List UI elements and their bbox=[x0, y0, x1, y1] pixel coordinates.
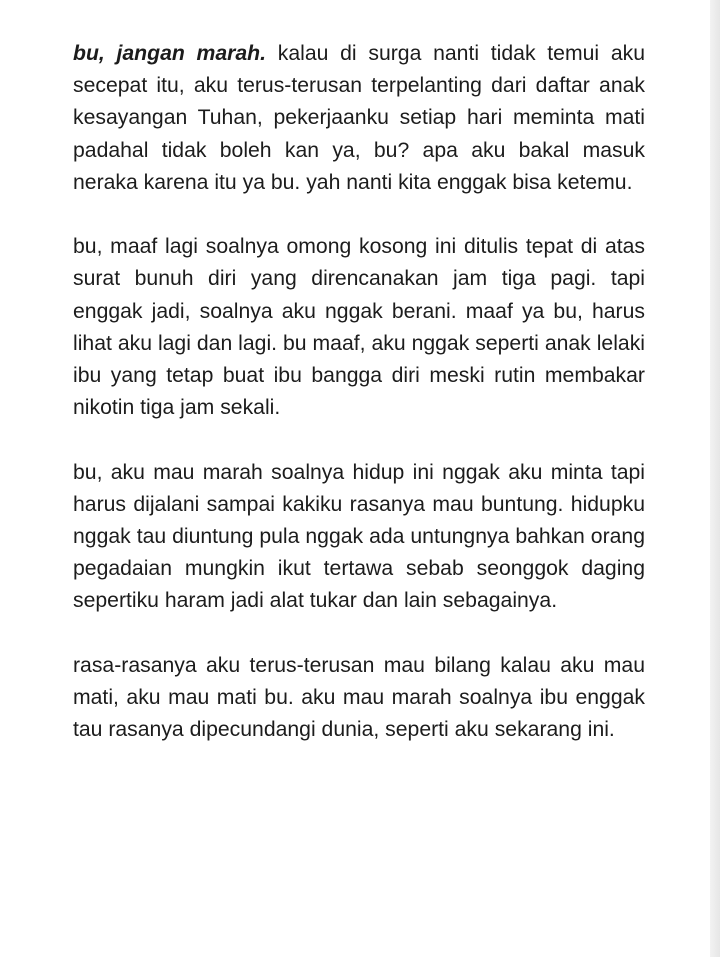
page-edge bbox=[710, 0, 720, 957]
paragraph-1 bbox=[73, 38, 645, 199]
paragraph-2 bbox=[73, 231, 645, 424]
paragraph-1-lead: bu, jangan marah. bbox=[73, 42, 267, 65]
paragraph-4-text: rasa-rasanya aku terus-terusan mau bilang kalau aku mau mati, aku mau mati bu. aku mau marah soalnya ibu enggak tau rasanya dipecundangi dunia, seperti aku sekarang ini. bbox=[73, 653, 645, 742]
letter-body bbox=[73, 38, 645, 779]
paragraph-4 bbox=[73, 650, 645, 747]
paragraph-1-text: kalau di surga nanti tidak temui aku secepat itu, aku terus-terusan terpelanting dari daftar anak kesayangan Tuhan, pekerjaanku setiap hari meminta mati padahal tidak boleh kan ya, bu? apa aku bakal masuk neraka karena itu ya bu. yah nanti kita enggak bisa ketemu. bbox=[73, 42, 645, 194]
paragraph-3 bbox=[73, 457, 645, 618]
paragraph-3-text: bu, aku mau marah soalnya hidup ini nggak aku minta tapi harus dijalani sampai kakiku rasanya mau buntung. hidupku nggak tau diuntung pula nggak ada untungnya bahkan orang pegadaian mungkin ikut tertawa sebab seonggok daging sepertiku haram jadi alat tukar dan lain sebagainya. bbox=[73, 460, 645, 613]
paragraph-2-text: bu, maaf lagi soalnya omong kosong ini ditulis tepat di atas surat bunuh diri yang direncanakan jam tiga pagi. tapi enggak jadi, soalnya aku nggak berani. maaf ya bu, harus lihat aku lagi dan lagi. bu maaf, aku nggak seperti anak lelaki ibu yang tetap buat ibu bangga diri meski rutin membakar nikotin tiga jam sekali. bbox=[73, 235, 645, 420]
